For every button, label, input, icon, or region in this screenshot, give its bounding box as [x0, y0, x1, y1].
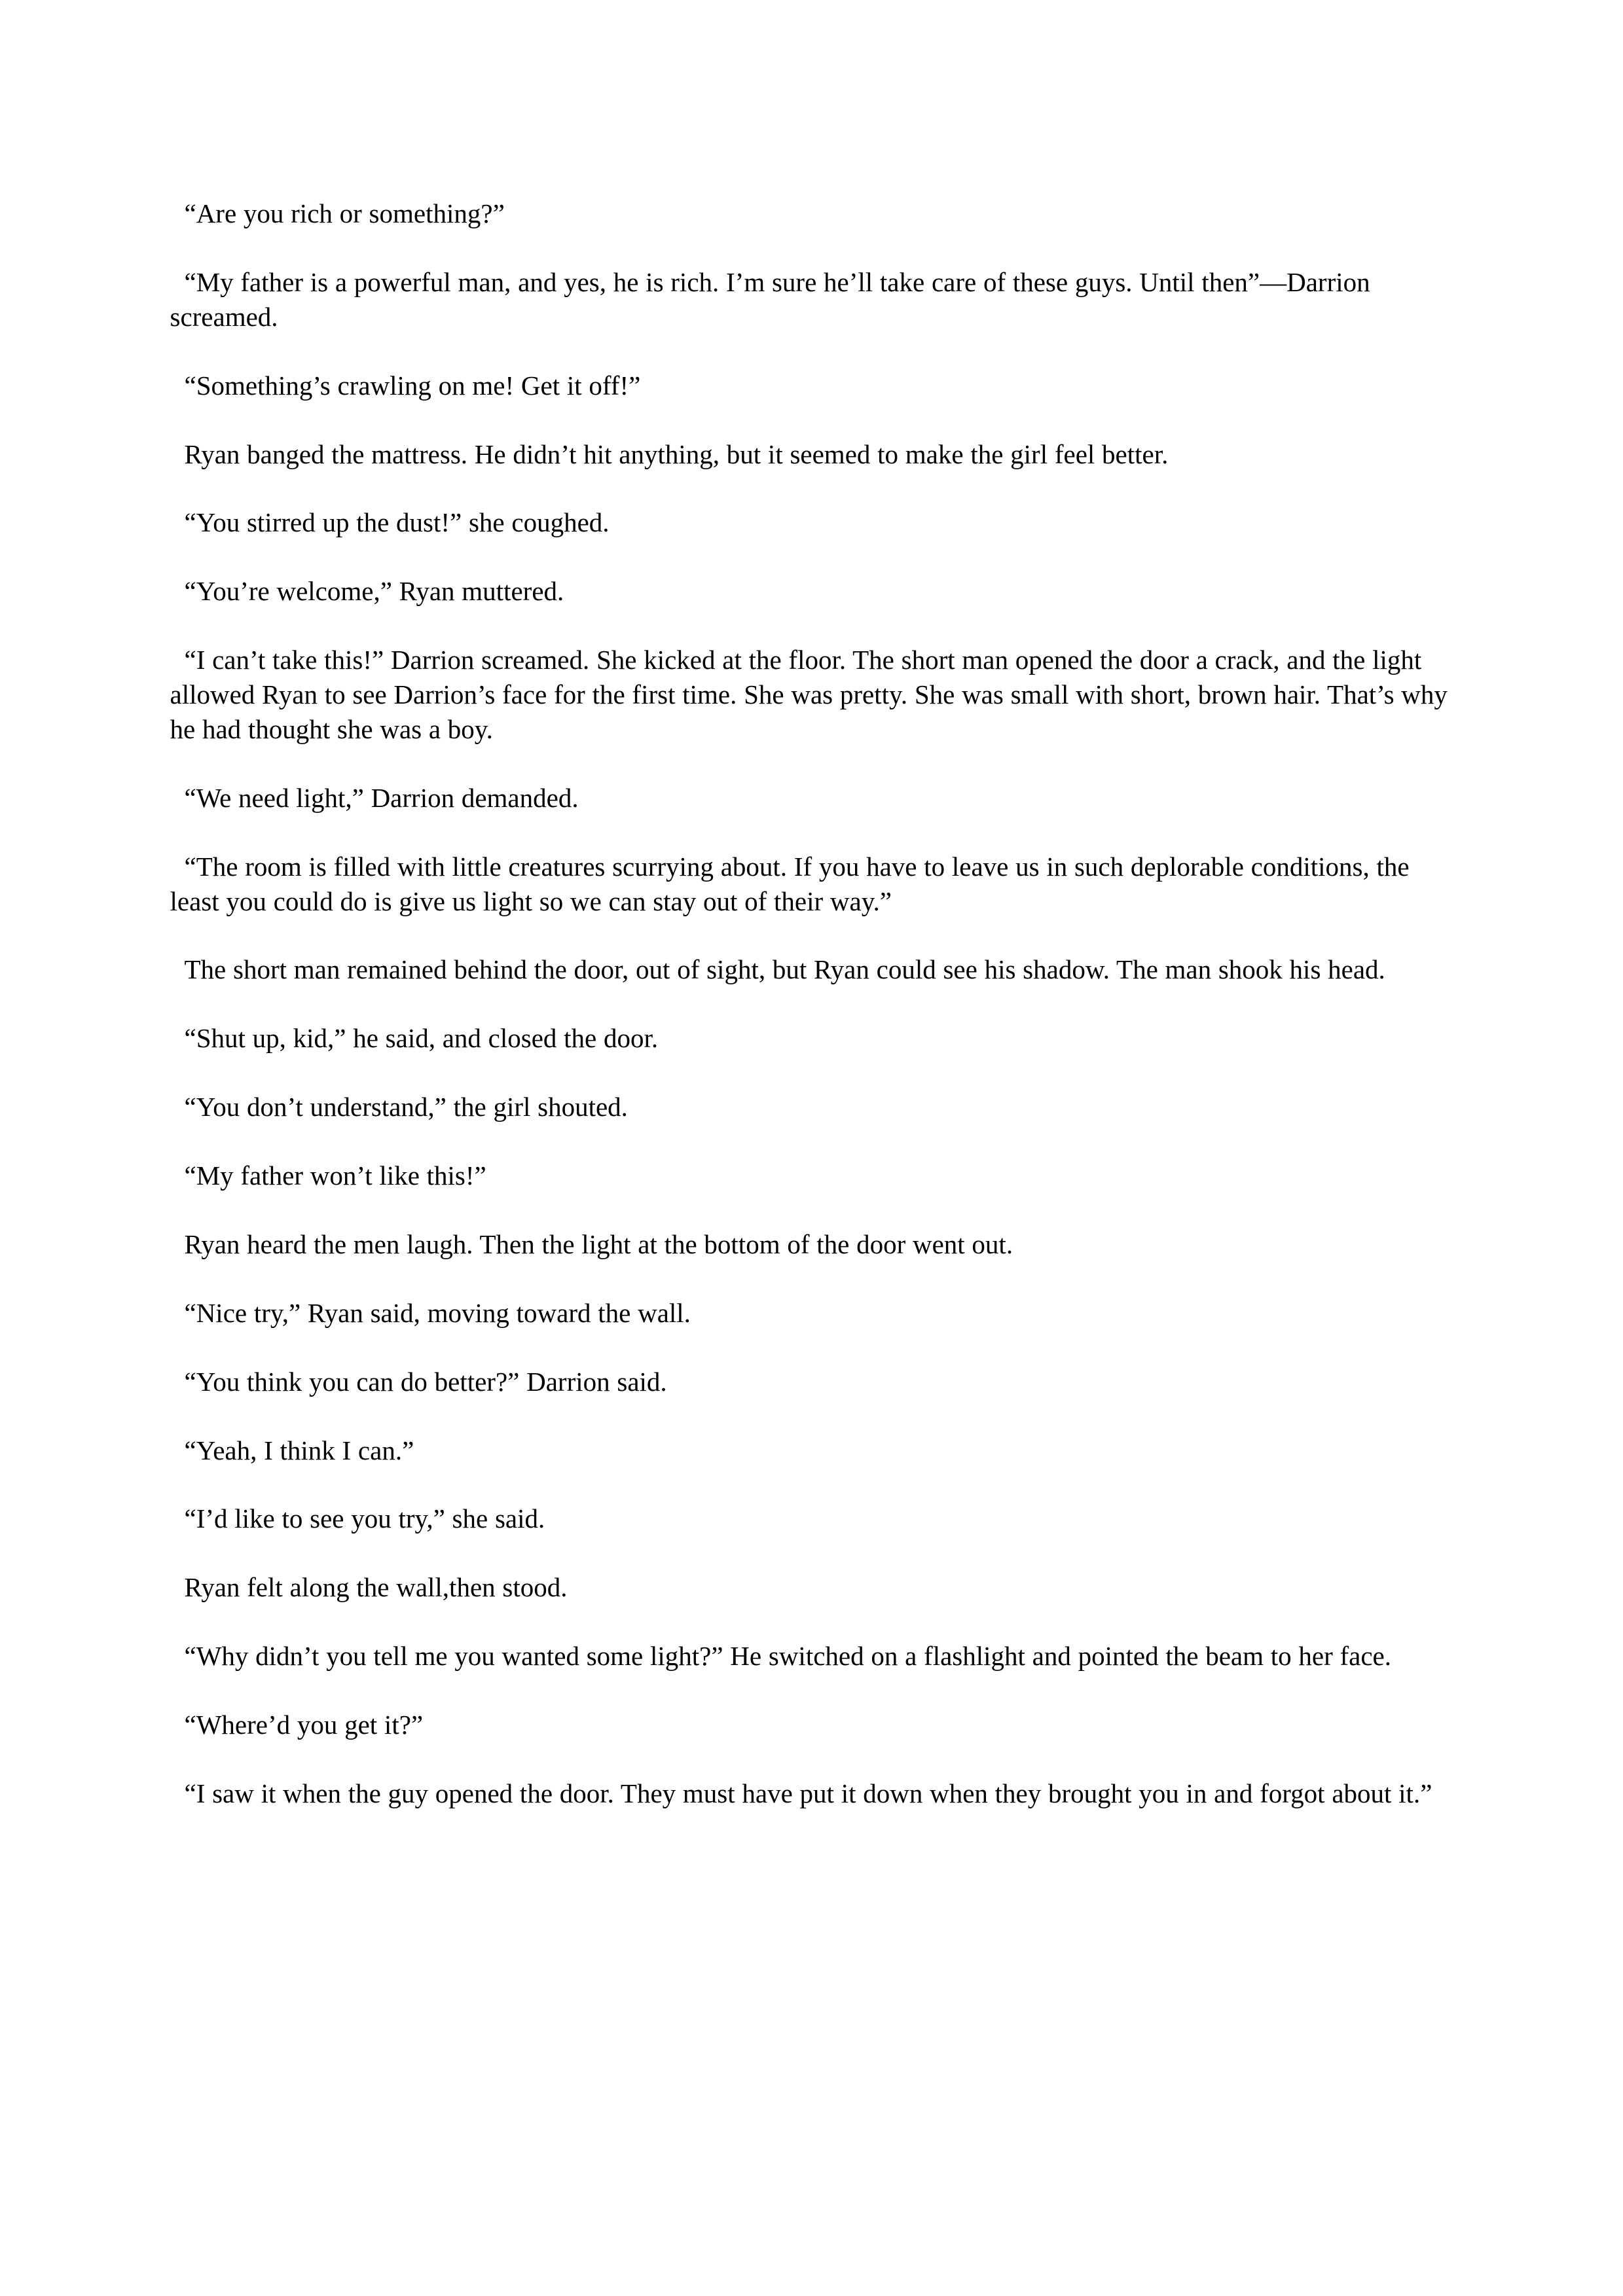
paragraph: “Nice try,” Ryan said, moving toward the wall. [184, 1297, 691, 1328]
paragraph: “You think you can do better?” Darrion said. [184, 1366, 667, 1397]
paragraph: “You’re welcome,” Ryan muttered. [184, 576, 564, 607]
paragraph: “My father won’t like this!” [184, 1160, 486, 1191]
paragraph: “You don’t understand,” the girl shouted. [184, 1092, 628, 1122]
paragraph: “Something’s crawling on me! Get it off!” [184, 370, 641, 401]
paragraph: “Yeah, I think I can.” [184, 1435, 414, 1465]
paragraph: “You stirred up the dust!” she coughed. [184, 507, 610, 538]
document-text-body [170, 196, 1453, 1811]
paragraph: “Why didn’t you tell me you wanted some light?” He switched on a flashlight and pointed the beam to her face. [184, 1641, 1391, 1672]
paragraph: “I can’t take this!” Darrion screamed. She kicked at the floor. The short man opened the door a crack, and the light allowed Ryan to see Darrion’s face for the first time. She was pretty. She was small with short, brown hair. That’s why he had thought she was a boy. [170, 645, 1448, 744]
paragraph: The short man remained behind the door, out of sight, but Ryan could see his shadow. The man shook his head. [184, 954, 1385, 985]
paragraph: “The room is filled with little creatures scurrying about. If you have to leave us in such deplorable conditions, the least you could do is give us light so we can stay out of their way.” [170, 851, 1410, 916]
paragraph: “Shut up, kid,” he said, and closed the door. [184, 1023, 659, 1054]
paragraph: “Where’d you get it?” [184, 1710, 424, 1740]
paragraph: “My father is a powerful man, and yes, he is rich. I’m sure he’ll take care of these guys. Until then”—Darrion screamed. [170, 266, 1370, 332]
paragraph: Ryan heard the men laugh. Then the light at the bottom of the door went out. [184, 1229, 1013, 1259]
paragraph: “I saw it when the guy opened the door. They must have put it down when they brought you in and forgot about it.” [184, 1778, 1432, 1808]
paragraph: “We need light,” Darrion demanded. [184, 782, 579, 813]
paragraph: “I’d like to see you try,” she said. [184, 1503, 545, 1534]
paragraph: “Are you rich or something?” [184, 198, 505, 228]
paragraph: Ryan banged the mattress. He didn’t hit anything, but it seemed to make the girl feel better. [184, 439, 1169, 469]
paragraph: Ryan felt along the wall,then stood. [184, 1572, 568, 1603]
